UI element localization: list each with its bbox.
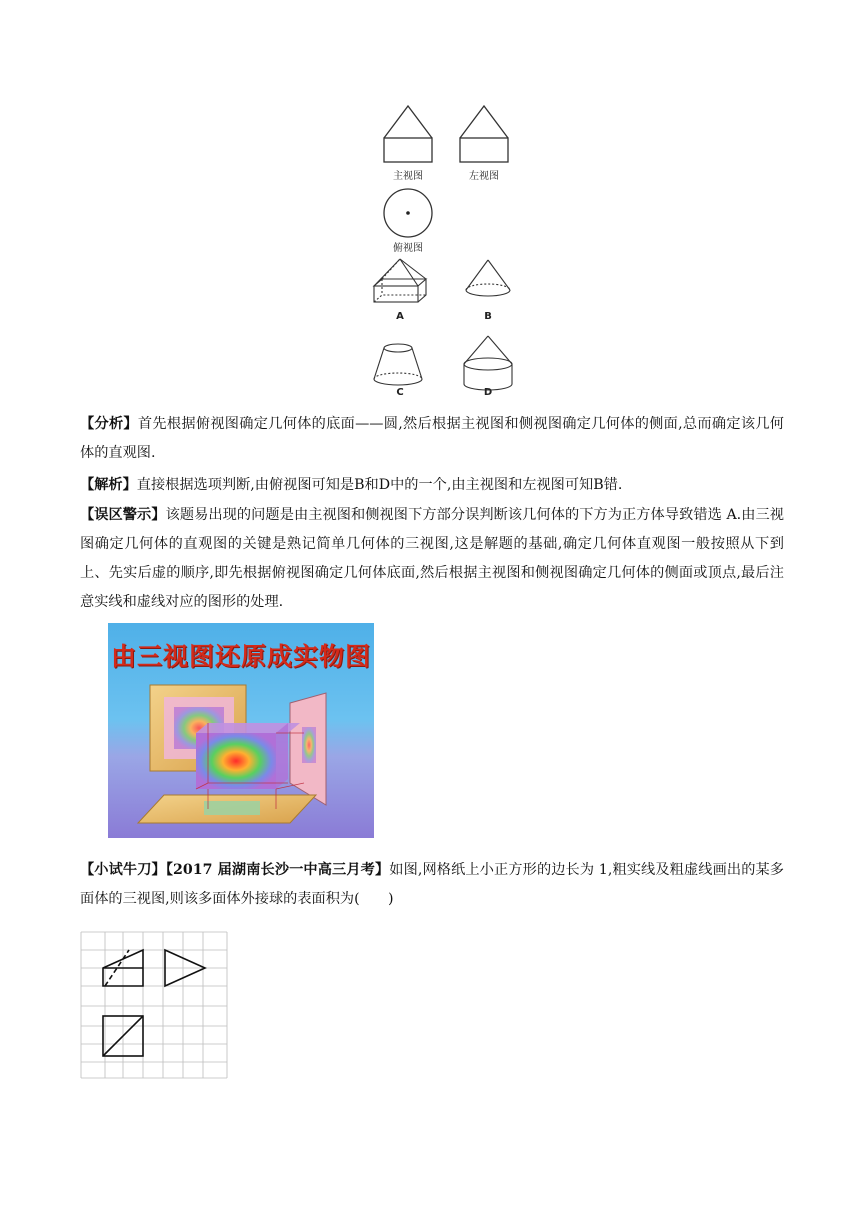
- option-c-label: C: [396, 387, 404, 398]
- option-b-label: B: [484, 311, 492, 322]
- analysis-tag: 【分析】: [80, 416, 138, 432]
- option-c-drawing: [374, 344, 422, 385]
- front-view-label: 主视图: [393, 171, 423, 182]
- top-view-label: 俯视图: [393, 243, 423, 254]
- grid-three-view-figure: [79, 930, 231, 1080]
- option-d-drawing: [464, 336, 512, 390]
- solution-text: 直接根据选项判断,由俯视图可知是B和D中的一个,由主视图和左视图可知B错.: [136, 477, 623, 493]
- analysis-paragraph: [80, 410, 784, 468]
- option-a-drawing: [374, 259, 426, 302]
- solution-paragraph: [80, 471, 784, 500]
- option-b-drawing: [466, 260, 510, 296]
- exercise-text: 如图,网格纸上小正方形的边长为 1,粗实线及粗虚线画出的某多面体的三视图,则该多面体外接球的表面积为( ): [80, 862, 784, 907]
- left-view-label: 左视图: [469, 171, 499, 182]
- banner-title: 由三视图还原成实物图: [110, 642, 371, 671]
- option-d-label: D: [483, 387, 493, 398]
- exercise-source-tag: 【2017 届湖南长沙一中高三月考】: [165, 862, 390, 878]
- exercise-tag: 【小试牛刀】: [80, 862, 166, 878]
- exercise-paragraph: [80, 856, 784, 914]
- three-view-banner-image: [108, 623, 374, 838]
- left-view-drawing: [460, 106, 508, 162]
- analysis-text: 首先根据俯视图确定几何体的底面——圆,然后根据主视图和侧视图确定几何体的侧面,总而确定该几何体的直观图.: [80, 416, 784, 461]
- front-view-drawing: [384, 106, 432, 162]
- option-a-label: A: [396, 311, 404, 322]
- banner-illustration: [108, 623, 374, 838]
- solution-tag: 【解析】: [80, 477, 137, 493]
- warning-tag: 【误区警示】: [80, 507, 166, 523]
- warning-paragraph: [80, 501, 784, 617]
- warning-text: 该题易出现的问题是由主视图和侧视图下方部分误判断该几何体的下方为正方体导致错选 A.由三视图确定几何体的直观图的关键是熟记简单几何体的三视图,这是解题的基础,确定几何体直观图一般按照从下到上、先实后虚的顺序,即先根据俯视图确定几何体底面,然后根据主视图和侧视图确定几何体的侧面或顶点,最后注意实线和虚线对应的图形的处理.: [80, 507, 784, 610]
